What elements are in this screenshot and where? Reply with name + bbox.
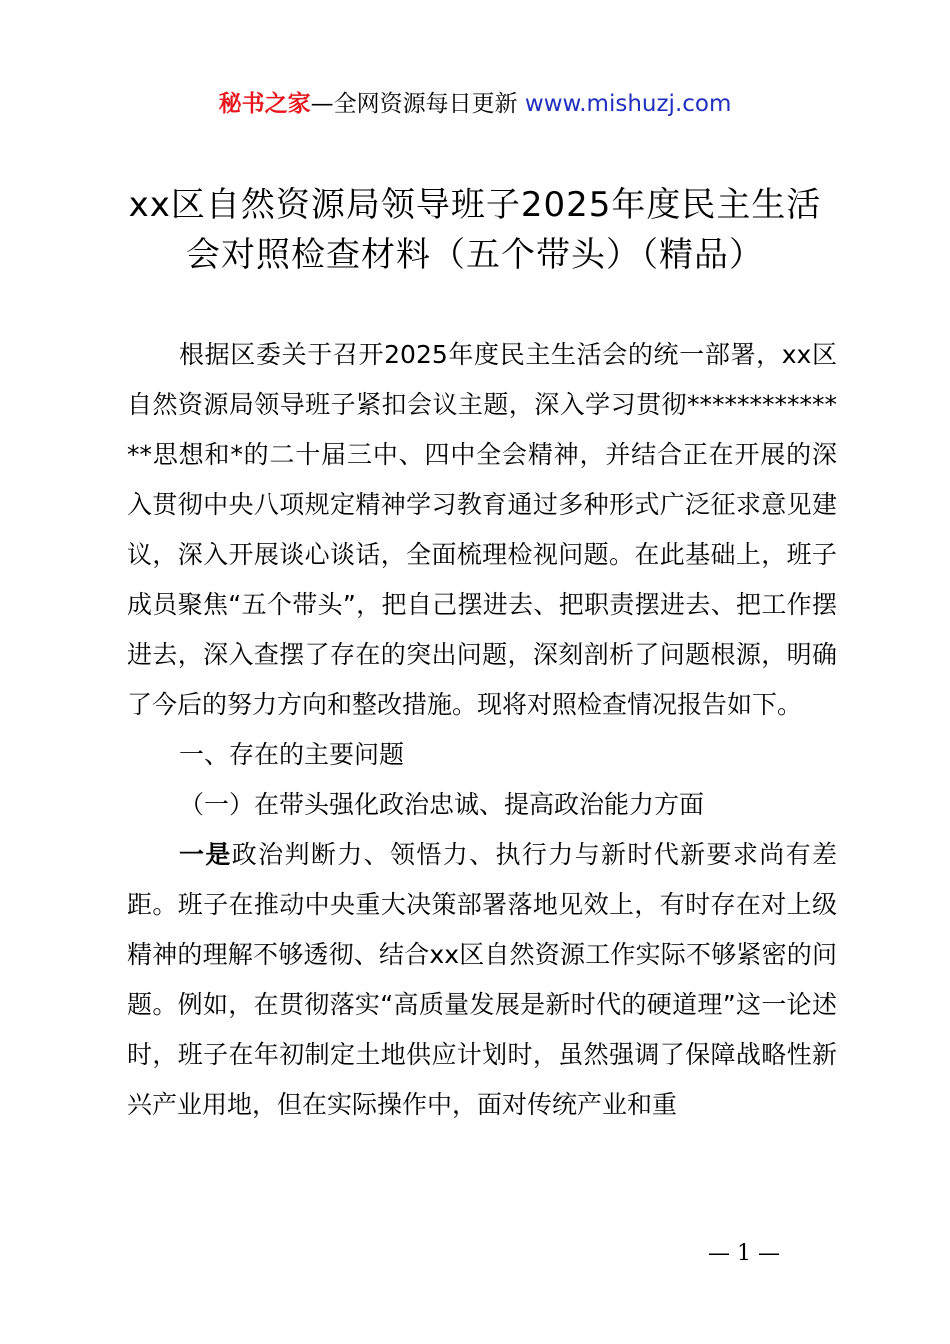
document-body xyxy=(127,330,837,1130)
page-number: — 1 — xyxy=(708,1241,780,1266)
document-title-line-1: xx区自然资源局领导班子2025年度民主生活 xyxy=(128,185,822,225)
subsection-heading-1: （一）在带头强化政治忠诚、提高政治能力方面 xyxy=(179,790,705,819)
intro-paragraph: 根据区委关于召开2025年度民主生活会的统一部署，xx区自然资源局领导班子紧扣会议主题，深入学习贯彻**************思想和*的二十届三中、四中全会精神，并结合正在开展的深入贯彻中央八项规定精神学习教育通过多种形式广泛征求意见建议，深入开展谈心谈话，全面梳理检视问题。在此基础上，班子成员聚焦“五个带头”，把自己摆进去、把职责摆进去、把工作摆进去，深入查摆了存在的突出问题，深刻剖析了问题根源，明确了今后的努力方向和整改措施。现将对照检查情况报告如下。 xyxy=(127,340,837,719)
point-paragraph-1 xyxy=(127,830,837,1130)
document-title-line-2: 会对照检查材料（五个带头）（精品） xyxy=(186,235,764,275)
site-slogan: —全网资源每日更新 xyxy=(310,91,525,117)
site-header xyxy=(0,86,950,122)
section-heading-1: 一、存在的主要问题 xyxy=(179,740,405,769)
document-title xyxy=(110,180,840,280)
point-text-1: 政治判断力、领悟力、执行力与新时代新要求尚有差距。班子在推动中央重大决策部署落地见效上，有时存在对上级精神的理解不够透彻、结合xx区自然资源工作实际不够紧密的问题。例如，在贯彻落实“高质量发展是新时代的硬道理”这一论述时，班子在年初制定土地供应计划时，虽然强调了保障战略性新兴产业用地，但在实际操作中，面对传统产业和重 xyxy=(127,840,837,1119)
site-url-link[interactable]: www.mishuzj.com xyxy=(524,91,732,117)
point-lead-1: 一是 xyxy=(179,840,232,869)
site-brand: 秘书之家 xyxy=(218,91,311,117)
